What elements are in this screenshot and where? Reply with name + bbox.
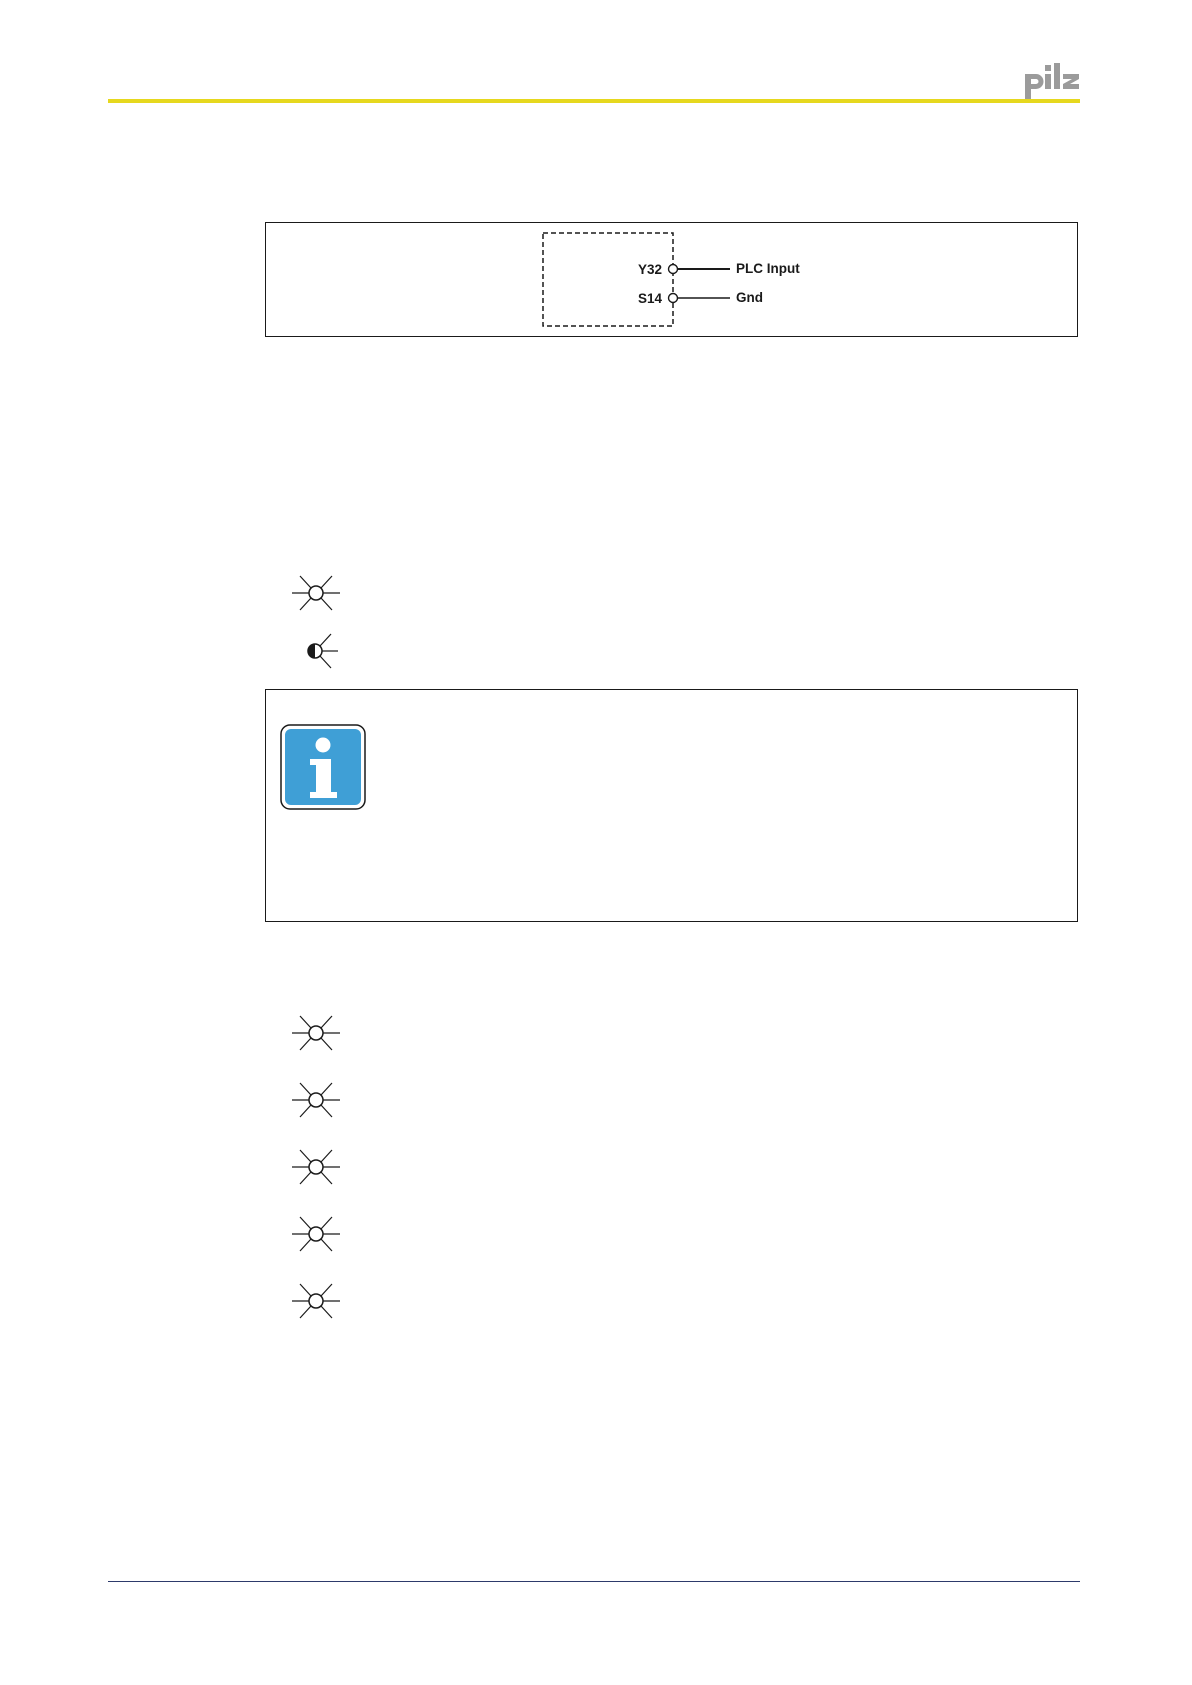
led-lit-icon [292, 1147, 340, 1187]
wiring-diagram [265, 222, 1078, 337]
led-lit-icon [292, 1281, 340, 1321]
led-flashing-icon [292, 631, 340, 671]
info-icon [280, 724, 366, 810]
terminal-label: Y32 [637, 262, 662, 277]
footer-rule [108, 1581, 1080, 1582]
led-lit-icon [292, 1214, 340, 1254]
led-lit-icon [292, 573, 340, 613]
pilz-logo [1024, 62, 1080, 102]
terminal-label: S14 [637, 291, 662, 306]
led-lit-icon [292, 1013, 340, 1053]
info-notice-frame [265, 689, 1078, 922]
header-accent-rule [108, 99, 1080, 103]
device-boundary [543, 233, 673, 326]
connection-label: PLC Input [736, 261, 800, 276]
connection-label: Gnd [736, 290, 763, 305]
terminal-s14 [638, 290, 763, 306]
terminal-y32 [638, 233, 800, 326]
led-lit-icon [292, 1080, 340, 1120]
